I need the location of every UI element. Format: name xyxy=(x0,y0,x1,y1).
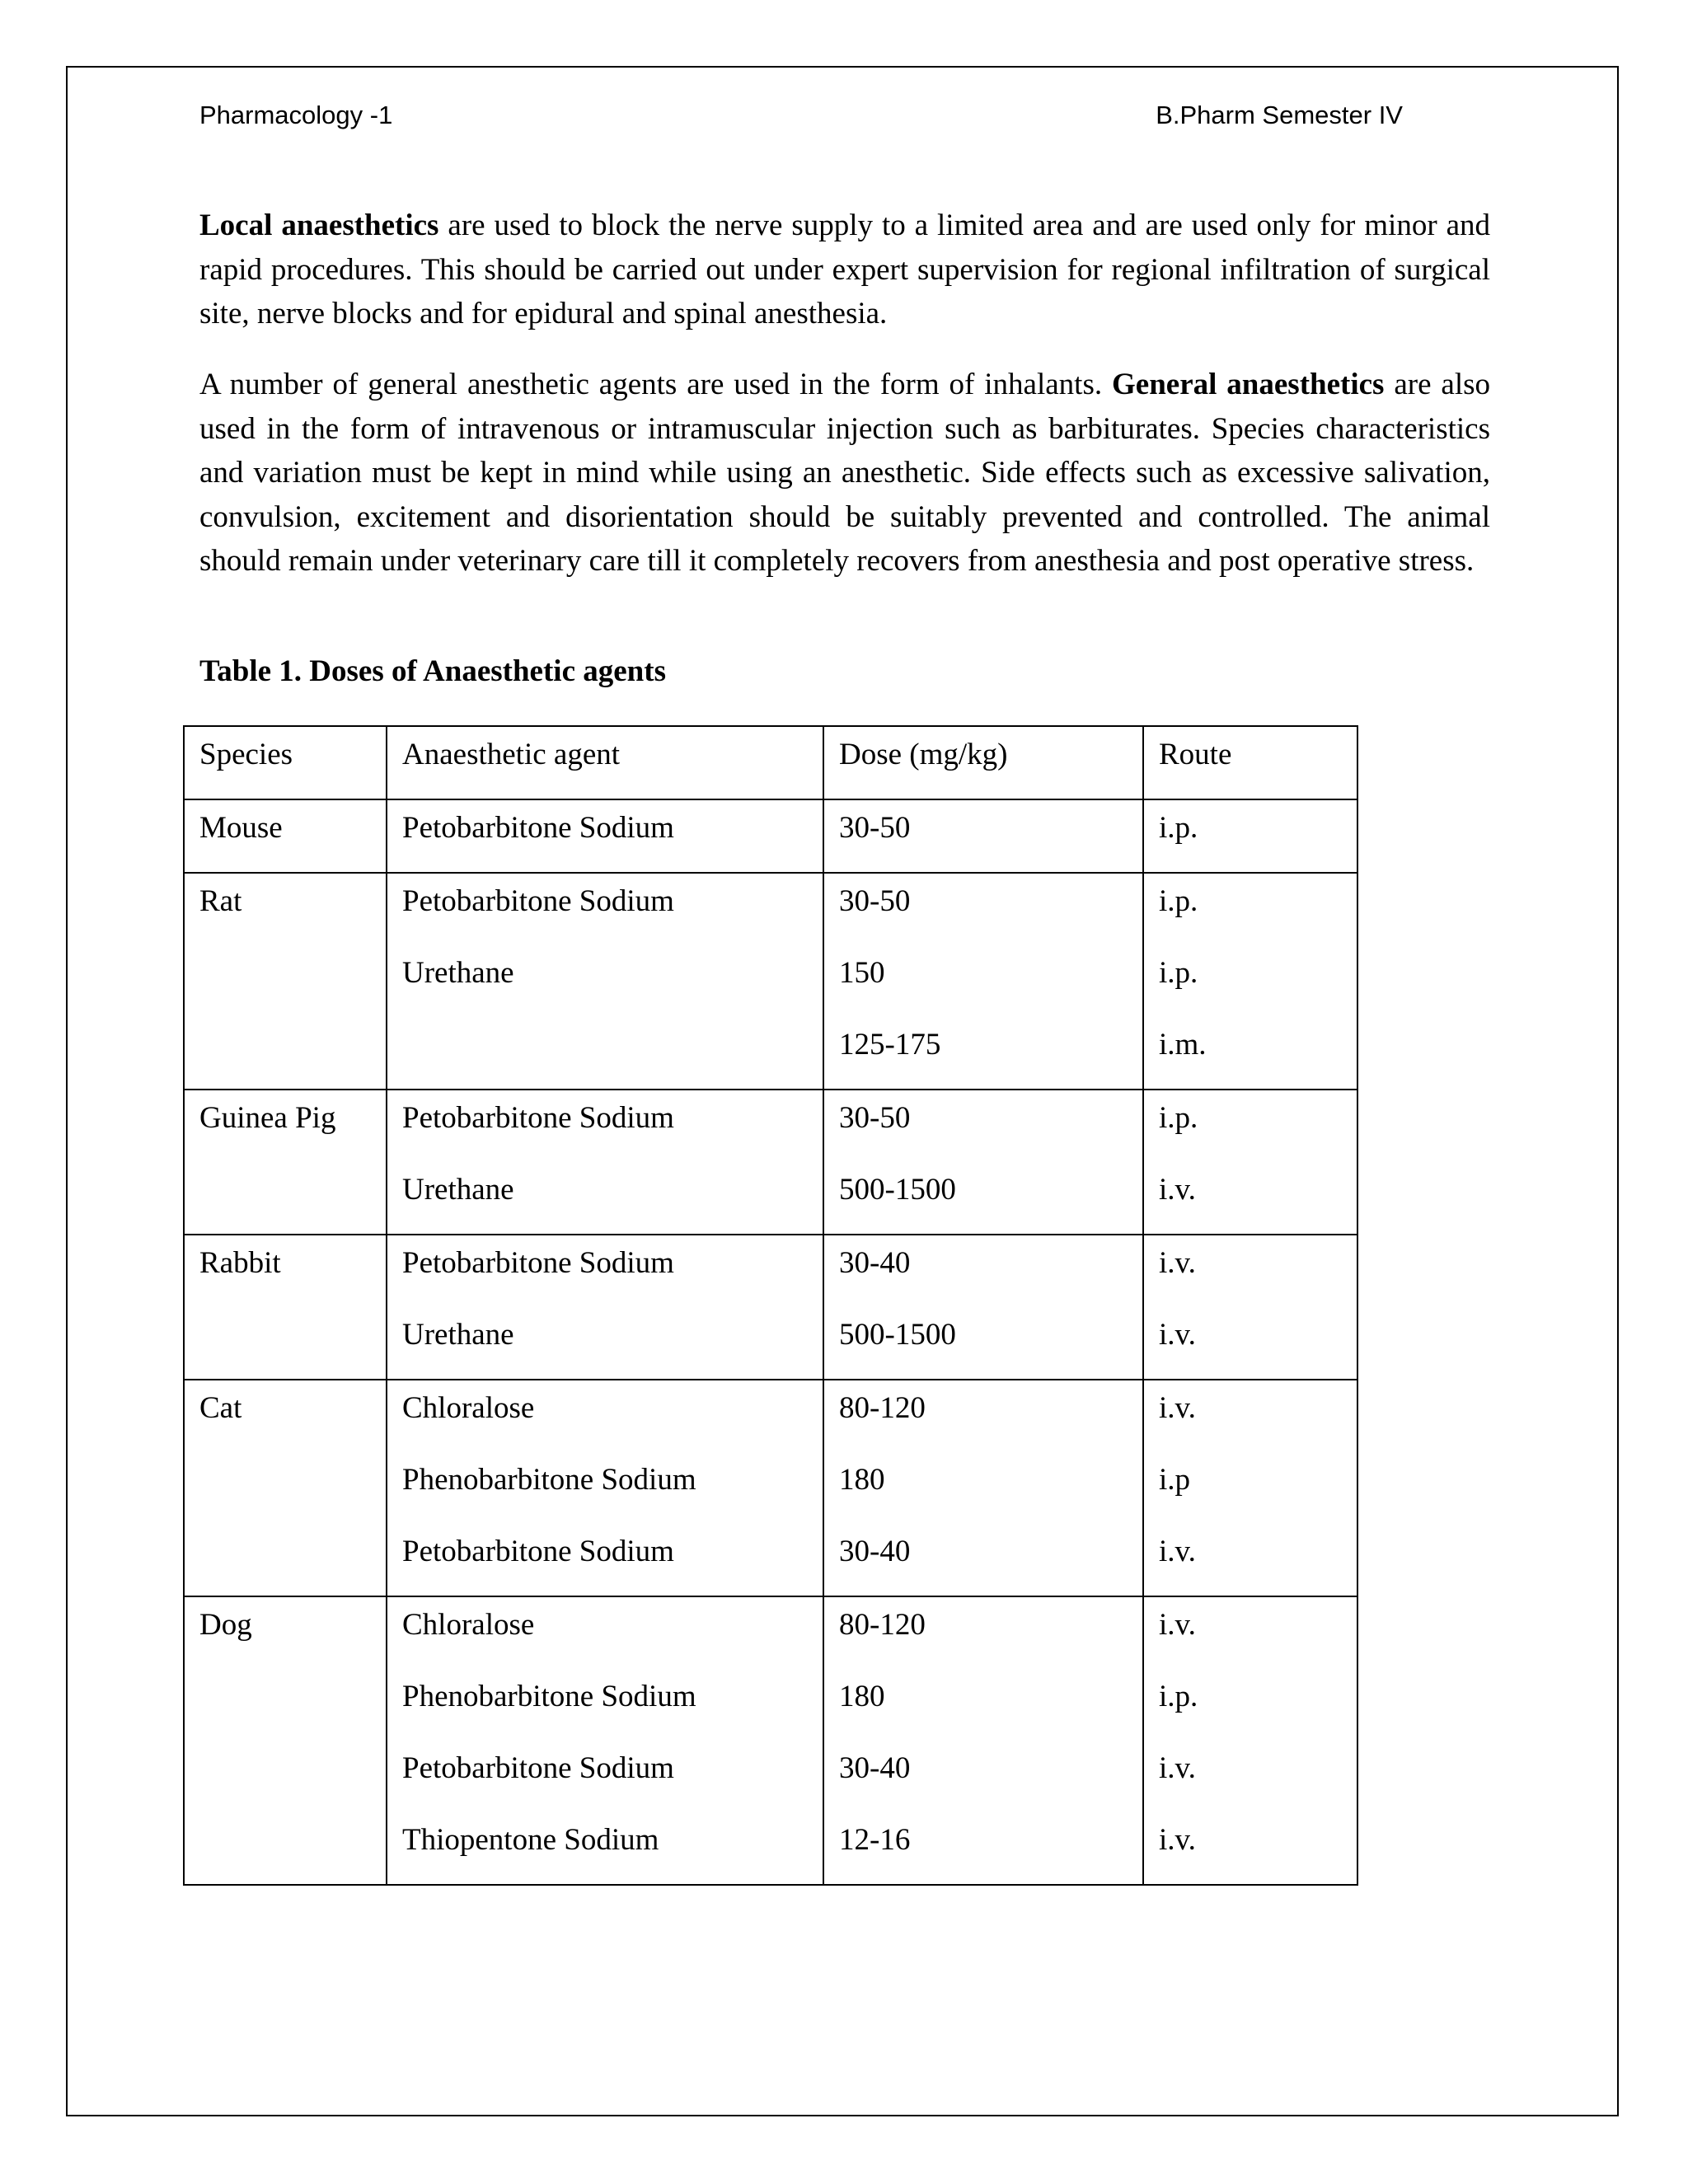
cell-route: i.p. xyxy=(1143,799,1357,873)
cell-agent: Petobarbitone Sodium Urethane xyxy=(387,1090,823,1235)
cell-dose: 30-50 xyxy=(823,799,1143,873)
term-general-anaesthetics: General anaesthetics xyxy=(1112,368,1385,401)
cell-agent: Petobarbitone Sodium Urethane xyxy=(387,1235,823,1380)
cell-agent: Petobarbitone Sodium Urethane xyxy=(387,873,823,1090)
table-row xyxy=(184,799,1357,873)
cell-route: i.p. i.p. i.m. xyxy=(1143,873,1357,1090)
cell-species: Mouse xyxy=(184,799,387,873)
cell-route: i.p. i.v. xyxy=(1143,1090,1357,1235)
cell-dose: 30-50 500-1500 xyxy=(823,1090,1143,1235)
table-header-row xyxy=(184,726,1357,799)
table-row xyxy=(184,873,1357,1090)
paragraph-local-anaesthetics xyxy=(199,204,1490,336)
cell-species: Rabbit xyxy=(184,1235,387,1380)
cell-dose: 80-120 180 30-40 xyxy=(823,1380,1143,1596)
header-course: Pharmacology -1 xyxy=(199,101,393,129)
cell-species: Cat xyxy=(184,1380,387,1596)
page-header xyxy=(199,101,1403,130)
cell-species: Dog xyxy=(184,1596,387,1885)
header-dose: Dose (mg/kg) xyxy=(823,726,1143,799)
table-row xyxy=(184,1596,1357,1885)
table-row xyxy=(184,1090,1357,1235)
header-route: Route xyxy=(1143,726,1357,799)
doses-table xyxy=(183,725,1358,1886)
table-title: Table 1. Doses of Anaesthetic agents xyxy=(199,654,666,688)
paragraph-2-intro: A number of general anesthetic agents are used in the form of inhalants. xyxy=(199,368,1112,401)
cell-agent: Chloralose Phenobarbitone Sodium Petobarbitone Sodium xyxy=(387,1380,823,1596)
cell-dose: 30-50 150 125-175 xyxy=(823,873,1143,1090)
cell-species: Rat xyxy=(184,873,387,1090)
cell-route: i.v. i.p. i.v. i.v. xyxy=(1143,1596,1357,1885)
cell-dose: 80-120 180 30-40 12-16 xyxy=(823,1596,1143,1885)
table-row xyxy=(184,1380,1357,1596)
cell-agent: Petobarbitone Sodium xyxy=(387,799,823,873)
table-row xyxy=(184,1235,1357,1380)
cell-species: Guinea Pig xyxy=(184,1090,387,1235)
header-semester: B.Pharm Semester IV xyxy=(1156,101,1403,129)
cell-route: i.v. i.v. xyxy=(1143,1235,1357,1380)
paragraph-1-text: are used to block the nerve supply to a limited area and are used only for minor and rapid procedures. This should be carried out under expert supervision for regional infiltration of surgical site, nerve blocks and for epidural and spinal anesthesia. xyxy=(199,209,1491,330)
cell-route: i.v. i.p i.v. xyxy=(1143,1380,1357,1596)
term-local-anaesthetics: Local anaesthetics xyxy=(199,209,439,242)
header-agent: Anaesthetic agent xyxy=(387,726,823,799)
paragraph-2-text: are also used in the form of intravenous or intramuscular injection such as barbiturates. Species characteristics and variation must be kept in mind while using an anesthetic. Side effects such as excessive salivation, convulsion, excitement and disorientation should be suitably prevented and controlled. The animal should remain under veterinary care till it completely recovers from anesthesia and post operative stress. xyxy=(199,368,1491,578)
cell-dose: 30-40 500-1500 xyxy=(823,1235,1143,1380)
paragraph-general-anaesthetics xyxy=(199,363,1490,583)
cell-agent: Chloralose Phenobarbitone Sodium Petobarbitone Sodium Thiopentone Sodium xyxy=(387,1596,823,1885)
header-species: Species xyxy=(184,726,387,799)
